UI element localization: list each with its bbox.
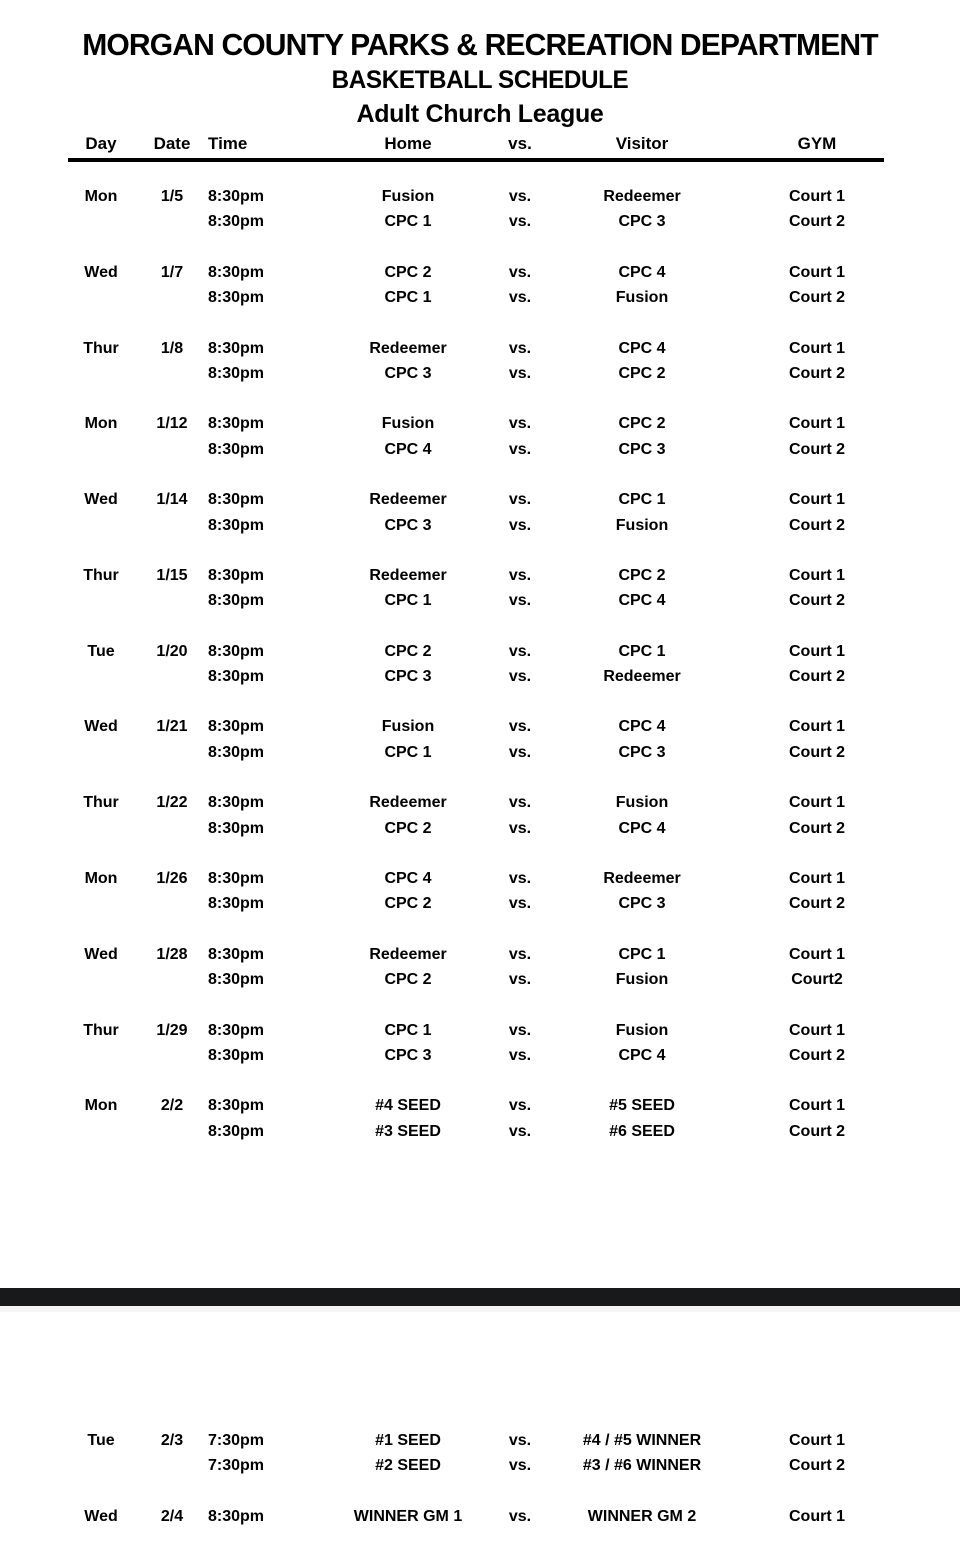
cell-gym: Court 2 [789,289,845,307]
table-row [68,1018,884,1043]
cell-vs: vs. [508,1432,532,1449]
regular-season-body [68,184,884,1144]
cell-time: 8:30pm [208,364,265,382]
cell-visitor: WINNER GM 2 [587,1507,697,1525]
column-header-home: Home [384,134,432,153]
cell-day: Wed [84,263,118,281]
table-row [68,285,884,310]
cell-day: Thur [83,339,119,357]
cell-vs: vs. [508,668,532,686]
table-row [68,816,884,841]
cell-visitor: CPC 3 [618,213,666,231]
column-header-gym: GYM [797,134,837,153]
cell-time: 8:30pm [208,415,265,433]
cell-time: 8:30pm [208,642,265,660]
cell-visitor: #6 SEED [609,1122,675,1140]
table-row [68,437,884,462]
cell-vs: vs. [508,1457,532,1475]
cell-vs: vs. [508,971,532,989]
table-row [68,1043,884,1068]
cell-gym: Court 2 [789,895,845,913]
cell-home: Redeemer [369,339,447,357]
cell-visitor: CPC 1 [618,642,666,660]
cell-day: Mon [84,870,118,888]
cell-time: 8:30pm [208,592,265,610]
cell-time: 8:30pm [208,819,265,837]
cell-time: 7:30pm [208,1432,265,1449]
cell-date: 2/2 [160,1097,184,1115]
cell-time: 8:30pm [208,1021,265,1039]
cell-visitor: #5 SEED [609,1097,675,1115]
table-row [68,336,884,361]
header-rule [68,158,884,162]
cell-time: 8:30pm [208,1122,265,1140]
cell-vs: vs. [508,642,532,660]
cell-vs: vs. [508,364,532,382]
cell-vs: vs. [508,491,532,509]
cell-vs: vs. [508,1122,532,1140]
column-header-day: Day [85,134,117,153]
cell-gym: Court 2 [789,213,845,231]
cell-visitor: Fusion [615,1021,669,1039]
cell-visitor: CPC 3 [618,895,666,913]
cell-date: 1/12 [156,415,188,433]
table-row [68,184,884,209]
cell-time: 8:30pm [208,945,265,963]
cell-date: 2/4 [160,1507,184,1525]
cell-visitor: CPC 4 [618,263,666,281]
cell-visitor: Redeemer [603,668,681,686]
cell-home: Fusion [381,415,435,433]
cell-day: Mon [84,415,118,433]
cell-gym: Court 1 [789,870,845,888]
cell-home: CPC 3 [384,516,432,534]
table-row [68,1453,884,1478]
cell-home: CPC 1 [384,1021,432,1039]
table-row [68,942,884,967]
cell-gym: Court 2 [789,364,845,382]
cell-gym: Court 2 [789,440,845,458]
cell-home: Fusion [381,188,435,205]
cell-day: Tue [87,642,115,660]
cell-visitor: CPC 4 [618,718,666,736]
cell-gym: Court 1 [789,945,845,963]
cell-home: CPC 1 [384,592,432,610]
cell-gym: Court 1 [789,642,845,660]
cell-day: Wed [84,1507,118,1525]
schedule-table [68,131,884,157]
cell-day: Wed [84,491,118,509]
table-row [68,790,884,815]
cell-time: 8:30pm [208,188,265,205]
cell-visitor: CPC 4 [618,1046,666,1064]
cell-time: 8:30pm [208,566,265,584]
cell-time: 8:30pm [208,718,265,736]
cell-date: 1/8 [160,339,184,357]
table-row [68,361,884,386]
cell-home: Redeemer [369,491,447,509]
cell-gym: Court 2 [789,592,845,610]
cell-vs: vs. [508,516,532,534]
cell-time: 8:30pm [208,668,265,686]
cell-vs: vs. [508,718,532,736]
cell-date: 1/29 [156,1021,188,1039]
cell-home: CPC 2 [384,263,432,281]
cell-day: Wed [84,945,118,963]
cell-vs: vs. [508,870,532,888]
cell-home: Fusion [381,718,435,736]
cell-time: 8:30pm [208,289,265,307]
cell-vs: vs. [508,415,532,433]
cell-home: Redeemer [369,566,447,584]
cell-time: 8:30pm [208,516,265,534]
cell-home: #1 SEED [375,1432,441,1449]
cell-home: CPC 3 [384,364,432,382]
table-row [68,487,884,512]
table-row [68,513,884,538]
cell-home: #2 SEED [375,1457,441,1475]
cell-time: 8:30pm [208,263,265,281]
cell-home: Redeemer [369,794,447,812]
cell-home: CPC 1 [384,213,432,231]
cell-time: 8:30pm [208,491,265,509]
cell-time: 8:30pm [208,870,265,888]
cell-vs: vs. [508,592,532,610]
cell-vs: vs. [508,213,532,231]
cell-home: CPC 3 [384,1046,432,1064]
table-row [68,740,884,765]
table-row [68,411,884,436]
cell-gym: Court 1 [789,415,845,433]
cell-visitor: Fusion [615,794,669,812]
table-row [68,588,884,613]
column-header-vs: vs. [508,134,532,153]
cell-visitor: Fusion [615,971,669,989]
cell-time: 8:30pm [208,971,265,989]
table-row [68,1504,884,1529]
cell-gym: Court 2 [789,516,845,534]
cell-home: Redeemer [369,945,447,963]
page-divider-shadow [0,1306,960,1312]
cell-vs: vs. [508,743,532,761]
cell-home: #4 SEED [375,1097,441,1115]
cell-date: 1/20 [156,642,188,660]
cell-home: CPC 3 [384,668,432,686]
cell-gym: Court 1 [789,718,845,736]
cell-time: 8:30pm [208,794,265,812]
cell-day: Thur [83,1021,119,1039]
cell-gym: Court 2 [789,1122,845,1140]
table-row [68,563,884,588]
cell-gym: Court 1 [789,339,845,357]
cell-visitor: CPC 3 [618,440,666,458]
table-row [68,891,884,916]
cell-visitor: CPC 1 [618,945,666,963]
cell-home: CPC 1 [384,743,432,761]
cell-vs: vs. [508,339,532,357]
column-header-date: Date [153,134,191,153]
cell-time: 8:30pm [208,339,265,357]
cell-visitor: Fusion [615,289,669,307]
column-header-visitor: Visitor [615,134,669,153]
cell-visitor: CPC 1 [618,491,666,509]
cell-gym: Court 1 [789,1507,845,1525]
cell-home: WINNER GM 1 [353,1507,463,1525]
cell-vs: vs. [508,1097,532,1115]
cell-gym: Court 2 [789,743,845,761]
cell-date: 1/26 [156,870,188,888]
cell-day: Mon [84,188,118,205]
cell-gym: Court 2 [789,1457,845,1475]
cell-home: CPC 2 [384,895,432,913]
cell-date: 1/21 [156,718,188,736]
cell-gym: Court 1 [789,1021,845,1039]
cell-day: Wed [84,718,118,736]
playoffs-body [68,1428,884,1529]
document-header [0,0,960,131]
table-row [68,209,884,234]
cell-visitor: Fusion [615,516,669,534]
cell-gym: Court 1 [789,1432,845,1449]
cell-home: CPC 2 [384,971,432,989]
cell-vs: vs. [508,566,532,584]
cell-vs: vs. [508,1507,532,1525]
cell-home: #3 SEED [375,1122,441,1140]
cell-gym: Court 1 [789,566,845,584]
cell-time: 8:30pm [208,743,265,761]
cell-gym: Court 1 [789,491,845,509]
cell-visitor: Redeemer [603,188,681,205]
cell-date: 1/14 [156,491,188,509]
cell-vs: vs. [508,794,532,812]
table-row [68,1119,884,1144]
cell-day: Tue [87,1432,115,1449]
cell-visitor: #4 / #5 WINNER [582,1432,702,1449]
cell-gym: Court 2 [789,1046,845,1064]
cell-vs: vs. [508,289,532,307]
table-row [68,714,884,739]
cell-gym: Court 2 [789,819,845,837]
cell-date: 1/7 [160,263,184,281]
cell-gym: Court 2 [789,668,845,686]
page-divider-bar [0,1288,960,1306]
cell-gym: Court 1 [789,263,845,281]
cell-day: Thur [83,566,119,584]
table-row [68,639,884,664]
cell-vs: vs. [508,263,532,281]
cell-vs: vs. [508,1021,532,1039]
cell-date: 1/22 [156,794,188,812]
cell-visitor: CPC 2 [618,364,666,382]
table-row [68,664,884,689]
cell-time: 8:30pm [208,1507,265,1525]
table-row [68,866,884,891]
cell-time: 8:30pm [208,440,265,458]
cell-home: CPC 1 [384,289,432,307]
table-row [68,1428,884,1453]
cell-vs: vs. [508,1046,532,1064]
table-row [68,1093,884,1118]
cell-date: 1/15 [156,566,188,584]
cell-vs: vs. [508,188,532,205]
table-row [68,260,884,285]
cell-time: 8:30pm [208,1097,265,1115]
cell-visitor: CPC 3 [618,743,666,761]
cell-time: 8:30pm [208,1046,265,1064]
cell-home: CPC 2 [384,819,432,837]
cell-vs: vs. [508,440,532,458]
cell-gym: Court 1 [789,1097,845,1115]
cell-day: Mon [84,1097,118,1115]
league-name: Adult Church League [356,100,604,128]
cell-time: 8:30pm [208,213,265,231]
cell-gym: Court2 [791,971,843,989]
cell-time: 8:30pm [208,895,265,913]
cell-visitor: CPC 2 [618,566,666,584]
cell-visitor: CPC 4 [618,339,666,357]
page-subtitle: BASKETBALL SCHEDULE [331,66,629,94]
cell-home: CPC 4 [384,440,432,458]
cell-vs: vs. [508,895,532,913]
cell-time: 7:30pm [208,1457,265,1475]
page-title: MORGAN COUNTY PARKS & RECREATION DEPARTMENT [82,27,878,62]
cell-visitor: CPC 4 [618,592,666,610]
table-header-row [68,131,884,157]
cell-date: 1/5 [160,188,184,205]
column-header-time: Time [208,134,248,153]
cell-home: CPC 2 [384,642,432,660]
cell-vs: vs. [508,819,532,837]
cell-date: 1/28 [156,945,188,963]
cell-visitor: CPC 4 [618,819,666,837]
cell-visitor: #3 / #6 WINNER [582,1457,702,1475]
cell-gym: Court 1 [789,188,845,205]
cell-gym: Court 1 [789,794,845,812]
cell-date: 2/3 [160,1432,184,1449]
cell-vs: vs. [508,945,532,963]
cell-day: Thur [83,794,119,812]
table-row [68,967,884,992]
cell-home: CPC 4 [384,870,432,888]
cell-visitor: Redeemer [603,870,681,888]
cell-visitor: CPC 2 [618,415,666,433]
